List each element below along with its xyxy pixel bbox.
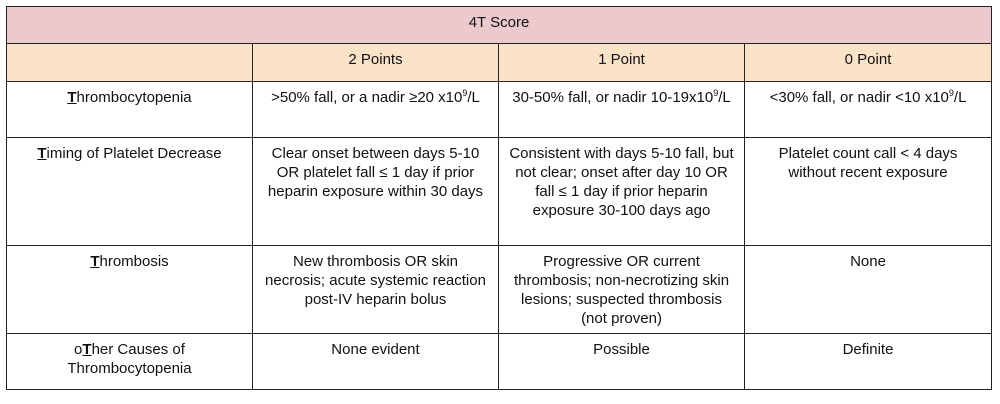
table-row <box>7 82 992 138</box>
criterion-cell: Thrombosis <box>7 246 253 334</box>
zero-point-cell: Platelet count call < 4 days without recent exposure <box>745 138 992 246</box>
criterion-cell: Timing of Platelet Decrease <box>7 138 253 246</box>
header-zero-point: 0 Point <box>745 44 992 82</box>
header-one-point: 1 Point <box>499 44 745 82</box>
first-letter: T <box>67 89 77 106</box>
two-points-cell: None evident <box>253 334 499 390</box>
zero-point-cell: <30% fall, or nadir <10 $x10^9/L$ <box>745 82 992 138</box>
criterion-cell: Thrombocytopenia <box>7 82 253 138</box>
two-points-cell: New thrombosis OR skin necrosis; acute systemic reaction post-IV heparin bolus <box>253 246 499 334</box>
first-letter: T <box>82 341 92 358</box>
four-t-score-table <box>6 6 992 390</box>
header-criterion <box>7 44 253 82</box>
first-letter: T <box>37 145 47 162</box>
table-title-row <box>7 7 992 44</box>
table-title: 4T Score <box>7 7 992 44</box>
table-row <box>7 138 992 246</box>
table-row <box>7 246 992 334</box>
one-point-cell: Progressive OR current thrombosis; non-necrotizing skin lesions; suspected thrombosis (not proven) <box>499 246 745 334</box>
header-row <box>7 44 992 82</box>
two-points-cell: >50% fall, or a nadir ≥20 $x10^9/L$ <box>253 82 499 138</box>
zero-point-cell: Definite <box>745 334 992 390</box>
one-point-cell: Possible <box>499 334 745 390</box>
zero-point-cell: None <box>745 246 992 334</box>
first-letter: T <box>90 253 100 270</box>
criterion-cell: oTher Causes of Thrombocytopenia <box>7 334 253 390</box>
two-points-cell: Clear onset between days 5-10 OR platelet fall ≤ 1 day if prior heparin exposure within 30 days <box>253 138 499 246</box>
one-point-cell: Consistent with days 5-10 fall, but not clear; onset after day 10 OR fall ≤ 1 day if prior heparin exposure 30-100 days ago <box>499 138 745 246</box>
one-point-cell: 30-50% fall, or nadir $10-19x10^9/L$ <box>499 82 745 138</box>
table-row <box>7 334 992 390</box>
header-two-points: 2 Points <box>253 44 499 82</box>
